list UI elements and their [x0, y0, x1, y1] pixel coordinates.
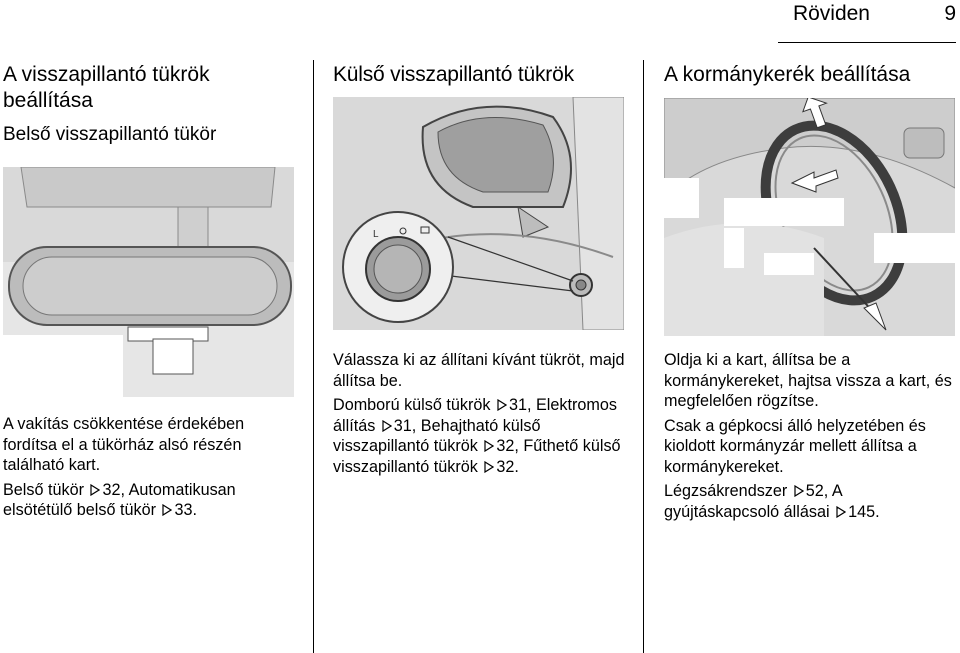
steering-wheel-illustration	[664, 98, 955, 336]
column-steering-wheel	[664, 60, 956, 88]
triangle-right-icon	[836, 506, 846, 518]
paragraph: Oldja ki a kart, állítsa be a kormánykereket, hajtsa vissza a kart, és megfelelően rögzítse.	[664, 351, 952, 410]
xref-link[interactable]: 31,	[508, 396, 532, 414]
xref-link[interactable]: 32,	[496, 437, 519, 455]
xref-link[interactable]: 145.	[848, 502, 880, 521]
exterior-mirror-illustration	[333, 97, 624, 330]
paragraph: Csak a gépkocsi álló helyzetében és kioldott kormányzár mellett állítsa a kormánykereket.	[664, 416, 926, 476]
triangle-right-icon	[162, 504, 172, 516]
triangle-right-icon	[382, 420, 392, 432]
column-title: Külső visszapillantó tükrök	[333, 63, 574, 86]
xref-link[interactable]: 33.	[174, 501, 197, 519]
column-inner-mirror	[3, 60, 295, 146]
column-title: A visszapillantó tükrök beállítása	[3, 63, 210, 112]
header-rule	[778, 42, 956, 43]
paragraph: Válassza ki az állítani kívánt tükröt, majd állítsa be.	[333, 351, 625, 390]
xref-link[interactable]: 32, Automatikusan elsötétülő belső tükör	[3, 480, 236, 519]
paragraph: A vakítás csökkentése érdekében fordítsa el a tükörház alsó részén található kart.	[3, 415, 245, 474]
svg-text:L: L	[373, 229, 379, 240]
paragraph-xrefs: Domború külső tükrök 31, Elektromos állítás 31, Behajtható külső visszapillantó tükrök 32, Fűthető külső visszapillantó tükrök 32.	[333, 396, 621, 476]
triangle-right-icon	[484, 461, 494, 473]
xref-link[interactable]: 31, Behajtható külső visszapillantó tükrök	[333, 416, 541, 455]
column-divider-1	[313, 60, 314, 653]
steering-wheel-text	[664, 350, 956, 526]
triangle-right-icon	[794, 485, 804, 497]
xref-link[interactable]: 32.	[496, 457, 519, 476]
column-subtitle: Belső visszapillantó tükör	[3, 124, 217, 145]
header-section-title: Röviden	[792, 2, 870, 25]
page-number: 9	[944, 2, 956, 25]
triangle-right-icon	[484, 440, 494, 452]
column-divider-2	[643, 60, 644, 653]
paragraph-xrefs: Belső tükör 32, Automatikusan elsötétülő belső tükör 33.	[3, 480, 236, 519]
column-exterior-mirrors	[333, 60, 625, 88]
exterior-mirror-text	[333, 350, 625, 481]
xref-link[interactable]: 52, A gyújtáskapcsoló állásai	[664, 482, 842, 521]
inner-mirror-text	[3, 414, 295, 525]
triangle-right-icon	[90, 484, 100, 496]
triangle-right-icon	[497, 399, 507, 411]
inner-mirror-illustration	[3, 167, 294, 397]
column-title: A kormánykerék beállítása	[664, 63, 911, 86]
paragraph-xrefs: Légzsákrendszer 52, A gyújtáskapcsoló állásai 145.	[664, 482, 880, 521]
